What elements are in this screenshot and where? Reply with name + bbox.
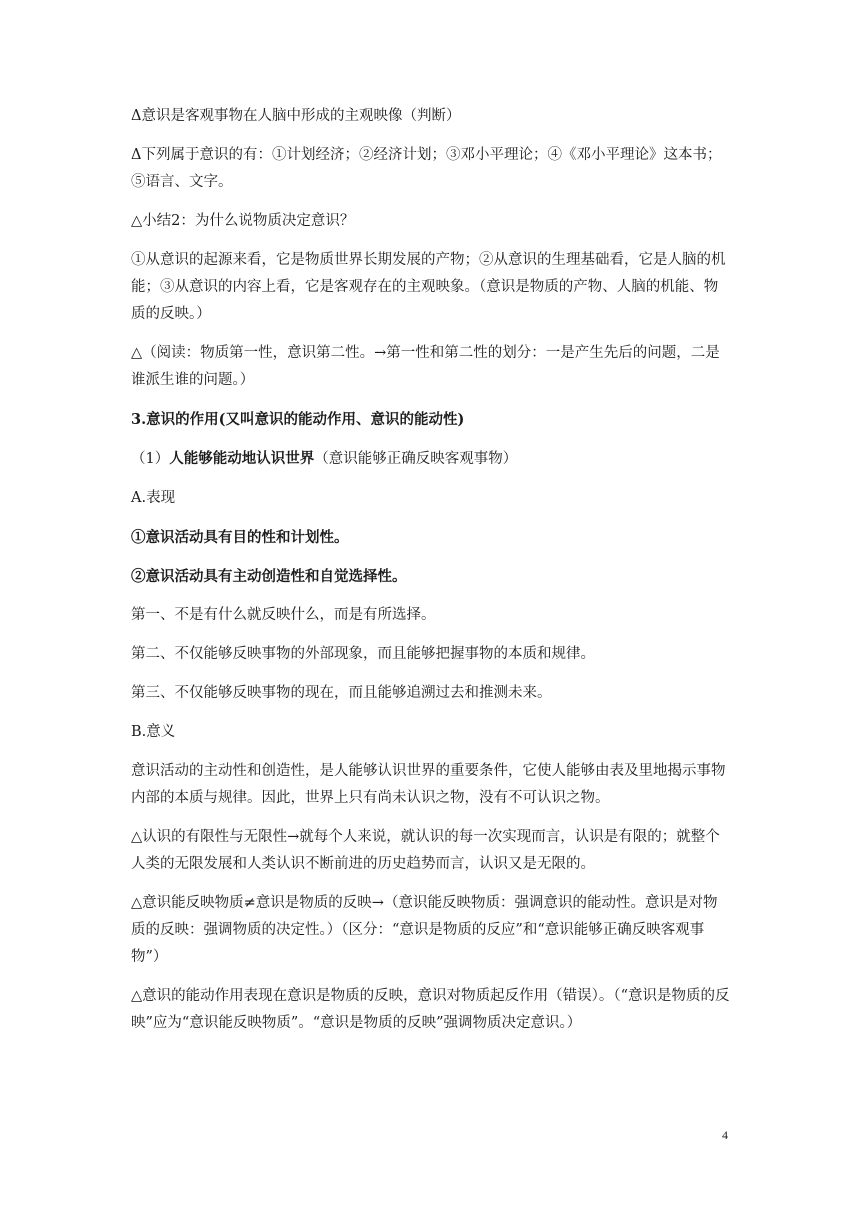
paragraph-error-note: △意识的能动作用表现在意识是物质的反映，意识对物质起反作用（错误）。（“意识是物质的反映”应为“意识能反映物质”。“意识是物质的反映”强调物质决定意识。） bbox=[131, 988, 730, 1031]
point-second: 第二、不仅能够反映事物的外部现象，而且能够把握事物的本质和规律。 bbox=[131, 646, 595, 662]
label-a: A.表现 bbox=[131, 490, 176, 506]
paragraph-summary-body: ①从意识的起源来看，它是物质世界长期发展的产物；②从意识的生理基础看，它是人脑的机能；③从意识的内容上看，它是客观存在的主观映象。（意识是物质的产物、人脑的机能、物质的反映。） bbox=[131, 252, 726, 322]
paragraph-judgment: Δ意识是客观事物在人脑中形成的主观映像（判断） bbox=[131, 108, 461, 124]
paragraph-finite-infinite: △认识的有限性与无限性→就每个人来说，就认识的每一次实现而言，认识是有限的；就整个人类的无限发展和人类认识不断前进的历史趋势而言，认识又是无限的。 bbox=[131, 829, 720, 872]
subsection-title: 人能够能动地认识世界 bbox=[169, 450, 315, 467]
paragraph-summary-title: △小结2：为什么说物质决定意识？ bbox=[131, 213, 355, 229]
section-heading: 3.意识的作用(又叫意识的能动作用、意识的能动性) bbox=[131, 411, 465, 428]
label-b: B.意义 bbox=[131, 724, 176, 740]
paragraph-reading-note: △（阅读：物质第一性，意识第二性。→第一性和第二性的划分：一是产生先后的问题，二是谁派生谁的问题。） bbox=[131, 345, 720, 388]
paragraph-distinction: △意识能反映物质≠意识是物质的反映→（意识能反映物质：强调意识的能动性。意识是对物质的反映：强调物质的决定性。）（区分：“意识是物质的反应”和“意识能够正确反映客观事物”） bbox=[131, 895, 718, 965]
document-body bbox=[131, 103, 731, 1037]
paragraph-significance: 意识活动的主动性和创造性，是人能够认识世界的重要条件，它使人能够由表及里地揭示事物内部的本质与规律。因此，世界上只有尚未认识之物，没有不可认识之物。 bbox=[131, 763, 726, 806]
point-one: ①意识活动具有目的性和计划性。 bbox=[131, 529, 349, 546]
paragraph-question: Δ下列属于意识的有：①计划经济；②经济计划；③邓小平理论；④《邓小平理论》这本书；⑤语言、文字。 bbox=[131, 147, 722, 190]
subsection-note: （意识能够正确反映客观事物） bbox=[314, 451, 518, 467]
point-two: ②意识活动具有主动创造性和自觉选择性。 bbox=[131, 568, 407, 585]
page-number: 4 bbox=[722, 1128, 728, 1142]
point-third: 第三、不仅能够反映事物的现在，而且能够追溯过去和推测未来。 bbox=[131, 685, 552, 701]
point-first: 第一、不是有什么就反映什么，而是有所选择。 bbox=[131, 607, 436, 623]
subsection-heading bbox=[131, 445, 731, 473]
subsection-number: （1） bbox=[131, 451, 170, 467]
